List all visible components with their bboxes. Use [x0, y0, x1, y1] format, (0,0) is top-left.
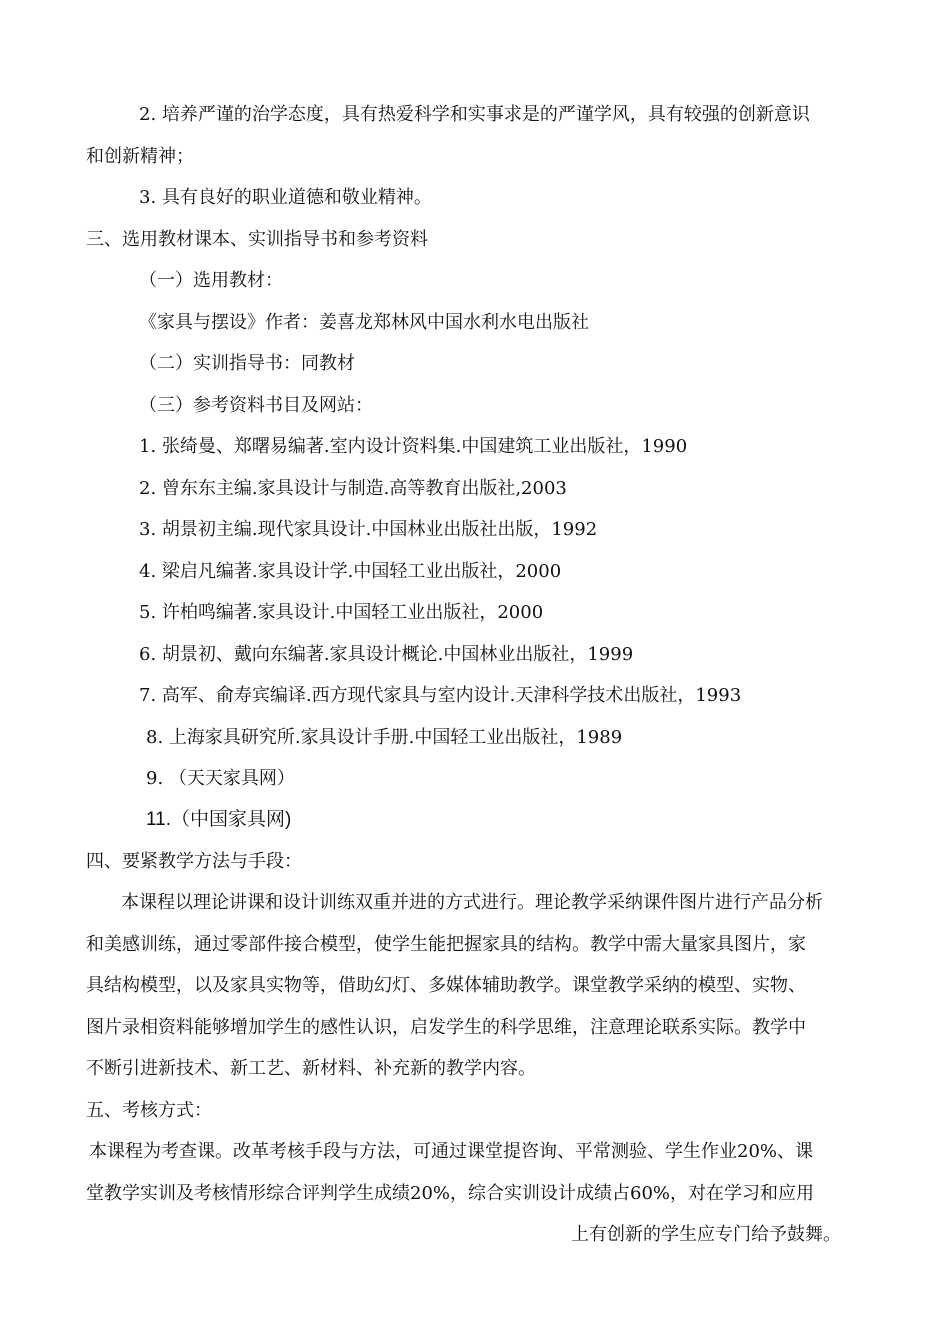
- assessment-paragraph-line-3: 上有创新的学生应专门给予鼓舞。: [571, 1224, 841, 1245]
- subsection-references: （三）参考资料书目及网站：: [139, 395, 373, 416]
- section-4-heading: 四、要紧教学方法与手段：: [86, 851, 302, 872]
- methods-paragraph-line-3: 具结构模型，以及家具实物等，借助幻灯、多媒体辅助教学。课堂教学采纳的模型、实物、: [86, 975, 806, 996]
- assessment-paragraph-line-1: 本课程为考查课。改革考核手段与方法，可通过课堂提咨询、平常测验、学生作业20%、课: [89, 1141, 814, 1162]
- methods-paragraph-line-2: 和美感训练，通过零部件接合模型，使学生能把握家具的结构。教学中需大量家具图片，家: [86, 934, 806, 955]
- reference-item-2: 2. 曾东东主编.家具设计与制造.高等教育出版社,2003: [139, 478, 567, 499]
- reference-item-8: 8. 上海家具研究所.家具设计手册.中国轻工业出版社，1989: [146, 727, 623, 748]
- assessment-paragraph-line-2: 堂教学实训及考核情形综合评判学生成绩20%，综合实训设计成绩占60%，对在学习和应用: [86, 1183, 815, 1204]
- objective-2-line-1: 2. 培养严谨的治学态度，具有热爱科学和实事求是的严谨学风，具有较强的创新意识: [139, 104, 810, 125]
- section-3-heading: 三、选用教材课本、实训指导书和参考资料: [86, 229, 428, 250]
- reference-item-11: 11.（中国家具网): [146, 809, 292, 830]
- reference-item-5: 5. 许柏鸣编著.家具设计.中国轻工业出版社，2000: [139, 602, 544, 623]
- methods-paragraph-line-1: 本课程以理论讲课和设计训练双重并进的方式进行。理论教学采纳课件图片进行产品分析: [121, 892, 823, 913]
- reference-item-3: 3. 胡景初主编.现代家具设计.中国林业出版社出版，1992: [139, 519, 598, 540]
- objective-2-line-2: 和创新精神；: [86, 146, 194, 167]
- reference-item-9: 9. （天天家具网）: [146, 768, 295, 789]
- reference-item-7: 7. 高军、俞寿宾编译.西方现代家具与室内设计.天津科学技术出版社，1993: [139, 685, 742, 706]
- objective-3: 3. 具有良好的职业道德和敬业精神。: [139, 187, 432, 208]
- reference-item-6: 6. 胡景初、戴向东编著.家具设计概论.中国林业出版社，1999: [139, 644, 634, 665]
- subsection-training-guide: （二）实训指导书：同教材: [139, 353, 355, 374]
- reference-item-1: 1. 张绮曼、郑曙易编著.室内设计资料集.中国建筑工业出版社，1990: [139, 436, 688, 457]
- reference-item-4: 4. 梁启凡编著.家具设计学.中国轻工业出版社，2000: [139, 561, 562, 582]
- section-5-heading: 五、考核方式：: [86, 1100, 212, 1121]
- methods-paragraph-line-5: 不断引进新技术、新工艺、新材料、补充新的教学内容。: [86, 1058, 536, 1079]
- subsection-textbook: （一）选用教材：: [139, 270, 283, 291]
- methods-paragraph-line-4: 图片录相资料能够增加学生的感性认识，启发学生的科学思维，注意理论联系实际。教学中: [86, 1017, 806, 1038]
- textbook-entry: 《家具与摆设》作者：姜喜龙郑林风中国水利水电出版社: [139, 312, 589, 333]
